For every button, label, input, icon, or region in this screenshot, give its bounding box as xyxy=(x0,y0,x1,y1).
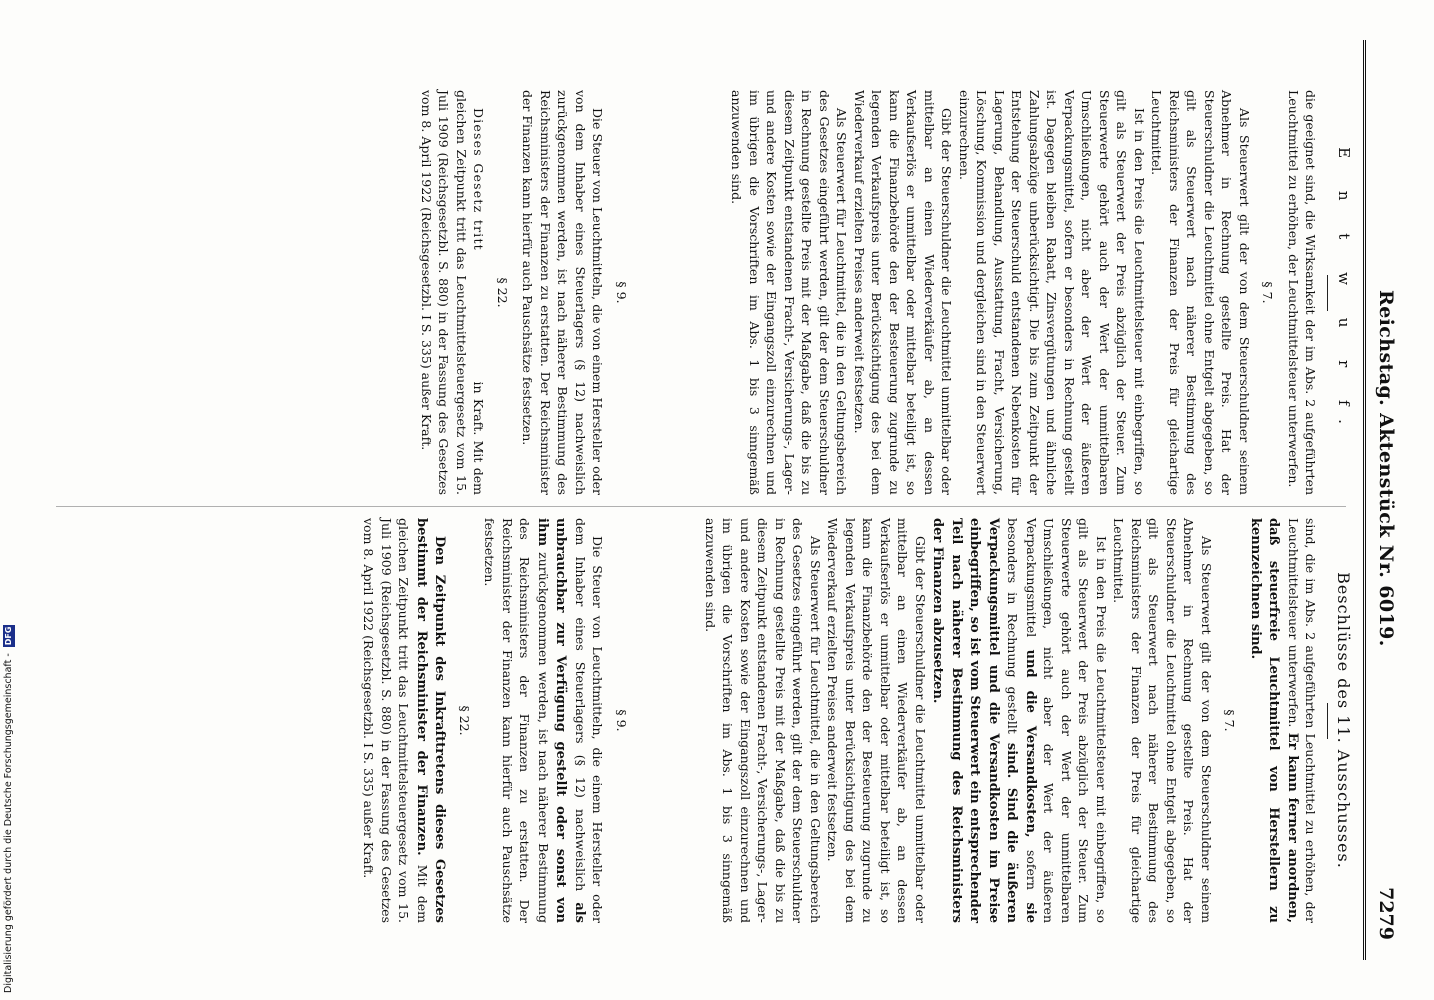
resolutions-intro-bold: Er kann ferner anordnen, daß steuerfreie Leuchtmittel von Herstellern zu kennzeichnen sind. xyxy=(1248,518,1300,924)
resolutions-7-2-a: Ist in den Preis die Leuchtmittelsteuer mit einbegriffen, so gilt als Steuerwert der Preis abzüglich der Steuer. Zum Steuerwerte gehört auch der Wert der unmittelbaren Umschließungen, nicht aber der Wert der äußeren Verpackungsmittel xyxy=(1024,518,1109,923)
resolutions-section-9-para-1 xyxy=(481,518,607,923)
page-header xyxy=(1363,40,1396,960)
digitization-credit xyxy=(0,608,18,993)
resolutions-7-2-b2: sie xyxy=(1023,902,1038,923)
resolutions-section-7-para-3: Gibt der Steuerschuldner die Leuchtmittel unmittelbar oder mittelbar an einen Wiederverkäufer ab, an dessen Verkaufserlös er unmittelbar oder mittelbar beteiligt ist, so kann die Finanzbehörde den der Besteuerung zugrunde zu legenden Verkaufspreis unter Berücksichtigung des bei dem Wiederverkauf erzielten Preises anderweit festsetzen. xyxy=(825,518,928,923)
dfg-logo: DFG xyxy=(4,626,13,646)
resolutions-section-22-para-1 xyxy=(360,518,450,923)
draft-title: E n t w u r f. xyxy=(1335,147,1353,438)
resolutions-7-2-b3: sind. Sind die äußeren Verpackungsmittel und die Versandkosten im Preise einbegriffen, so ist vom Steuerwert ein entsprechender Teil nach näherer Bestimmung des Reichsministers der Finanzen abzusetzen. xyxy=(930,518,1020,923)
draft-section-22-heading: § 22. xyxy=(495,277,510,308)
resolutions-title: Beschlüsse des 11. Ausschusses. xyxy=(1334,572,1353,869)
draft-section-22-para-1 xyxy=(418,90,488,495)
resolutions-22-rest: Mit dem gleichen Zeitpunkt tritt das Leuchtmittelsteuergesetz vom 15. Juli 1909 (Reichsgesetzbl. S. 880) in der Fassung des Gesetzes vom 8. April 1922 (Reichsgesetzbl. I S. 335) außer Kraft. xyxy=(361,518,430,924)
resolutions-22-bold: Den Zeitpunkt des Inkrafttretens dieses Gesetzes bestimmt der Reichsminister der Finanzen. xyxy=(414,518,448,923)
resolutions-7-2-c: sofern xyxy=(1024,849,1039,890)
column-divider xyxy=(56,506,1346,507)
resolutions-intro xyxy=(1247,518,1320,923)
draft-column-top xyxy=(728,90,1356,495)
resolutions-7-2-d: besonders in Rechnung gestellt xyxy=(1005,518,1021,734)
draft-section-7-heading: § 7. xyxy=(1260,281,1276,304)
resolutions-section-7-para-4: Als Steuerwert für Leuchtmittel, die in den Geltungsbereich des Gesetzes eingeführt werden, gilt der dem Steuerschuldner in Rechnung gestellte Preis mit der Maßgabe, daß die bis zu diesem Zeitpunkt entstandenen Fracht-, Versicherungs-, Lager- und andere Kosten sowie der Eingangszoll einzurechnen und im übrigen die Vorschriften im Abs. 1 bis 3 sinngemäß anzuwenden sind. xyxy=(703,518,823,923)
page-title: Reichstag. Aktenstück Nr. 6019. xyxy=(1375,290,1397,647)
resolutions-column-bottom xyxy=(360,518,638,923)
resolutions-intro-text: sind, die im Abs. 2 aufgeführten Leuchtmittel zu erhöhen, der Leuchtmittelsteuer unterwerfen. xyxy=(1286,518,1319,923)
resolutions-section-9-heading: § 9. xyxy=(614,709,629,732)
page-number: 7279 xyxy=(1375,887,1397,940)
draft-section-22-lead: Dieses Gesetz tritt xyxy=(471,108,487,251)
draft-section-22-rest: in Kraft. Mit dem gleichen Zeitpunkt tritt das Leuchtmittelsteuergesetz vom 15. Juli 1909 (Reichsgesetzbl. S. 880) in der Fassung des Gesetzes vom 8. April 1922 (Reichsgesetzbl. I S. 335) außer Kraft. xyxy=(419,90,487,495)
resolutions-9-b: als unbrauchbar zur Verfügung gestellt oder sonst von ihm xyxy=(535,518,587,923)
draft-section-7-para-3: Gibt der Steuerschuldner die Leuchtmittel unmittelbar oder mittelbar an einen Wiederverkäufer ab, an dessen Verkaufserlös er unmittelbar oder mittelbar beteiligt ist, so kann die Finanzbehörde den der Besteuerung zugrunde zu legenden Verkaufspreis unter Berücksichtigung des bei dem Wiederverkauf erzielten Preises anderweit festsetzen. xyxy=(852,90,955,495)
draft-section-9-para-1: Die Steuer von Leuchtmitteln, die von einem Hersteller oder von dem Inhaber eines Steuerlagers (§ 12) nachweislich zurückgenommen werden, ist nach näherer Bestimmung des Reichsministers der Finanzen zu erstatten. Der Reichsminister der Finanzen kann hierfür auch Pauschsätze festsetzen. xyxy=(520,90,606,495)
digitization-credit-text: Digitalisierung gefördert durch die Deutsche Forschungsgemeinschaft - xyxy=(3,653,14,993)
draft-section-7-para-1: Als Steuerwert gilt der von dem Steuerschuldner seinem Abnehmer in Rechnung gestellte Preis. Hat der Steuerschuldner die Leuchtmittel ohne Entgelt abgegeben, so gilt als Steuerwert nach näherer Bestimmung des Reichsministers der Finanzen der Preis für gleichartige Leuchtmittel. xyxy=(1149,90,1252,495)
resolutions-9-c: zurückgenommen werden, ist nach näherer Bestimmung des Reichsministers der Finanzen zu erstatten. Der Reichsminister der Finanzen kann hierfür auch Pauschsätze festsetzen. xyxy=(482,518,551,923)
draft-section-7-para-4: Als Steuerwert für Leuchtmittel, die in den Geltungsbereich des Gesetzes eingeführt werden, gilt der dem Steuerschuldner in Rechnung gestellte Preis mit der Maßgabe, daß die bis zu diesem Zeitpunkt entstandenen Fracht-, Versicherungs-, Lager- und andere Kosten sowie der Eingangszoll einzurechnen und im übrigen die Vorschriften im Abs. 1 bis 3 sinngemäß anzuwenden sind. xyxy=(729,90,850,495)
draft-intro: die geeignet sind, die Wirksamkeit der im Abs. 2 aufgeführten Leuchtmittel zu erhöhen, der Leuchtmittelsteuer unterwerfen. xyxy=(1286,90,1319,495)
resolutions-section-22-heading: § 22. xyxy=(457,705,472,736)
draft-section-9-heading: § 9. xyxy=(614,281,629,304)
resolutions-7-2-b1: und die Versandkosten, xyxy=(1023,649,1038,838)
draft-section-7-para-2: Ist in den Preis die Leuchtmittelsteuer mit einbegriffen, so gilt als Steuerwert der Preis abzüglich der Steuer. Zum Steuerwerte gehört auch der Wert der unmittelbaren Umschließungen, nicht aber der Wert der äußeren Verpackungsmittel, sofern er besonders in Rechnung gestellt ist. Dagegen bleiben Rabatt, Zinsvergütungen und ähnliche Zahlungsabzüge unberücksichtigt. Die bis zum Zeitpunkt der Entstehung der Steuerschuld entstandenen Nebenkosten für Lagerung, Behandlung, Ausstattung, Fracht, Versicherung, Löschung, Kommission und dergleichen sind in den Steuerwert einzurechnen. xyxy=(957,90,1147,495)
title-rule xyxy=(1328,275,1329,311)
resolutions-section-7-para-1: Als Steuerwert gilt der von dem Steuerschuldner seinem Abnehmer in Rechnung gestellte Preis. Hat der Steuerschuldner die Leuchtmittel ohne Entgelt abgegeben, so gilt als Steuerwert nach näherer Bestimmung des Reichsministers der Finanzen der Preis für gleichartige Leuchtmittel. xyxy=(1111,518,1214,923)
resolutions-column-top xyxy=(702,518,1357,923)
title-rule xyxy=(1328,703,1329,739)
resolutions-section-7-para-2 xyxy=(929,518,1110,923)
resolutions-section-7-heading: § 7. xyxy=(1222,709,1238,732)
resolutions-9-a: Die Steuer von Leuchtmitteln, die einem Hersteller oder dem Inhaber eines Steuerlagers (§ 12) nachweislich xyxy=(573,518,606,923)
draft-column-bottom xyxy=(418,90,639,495)
